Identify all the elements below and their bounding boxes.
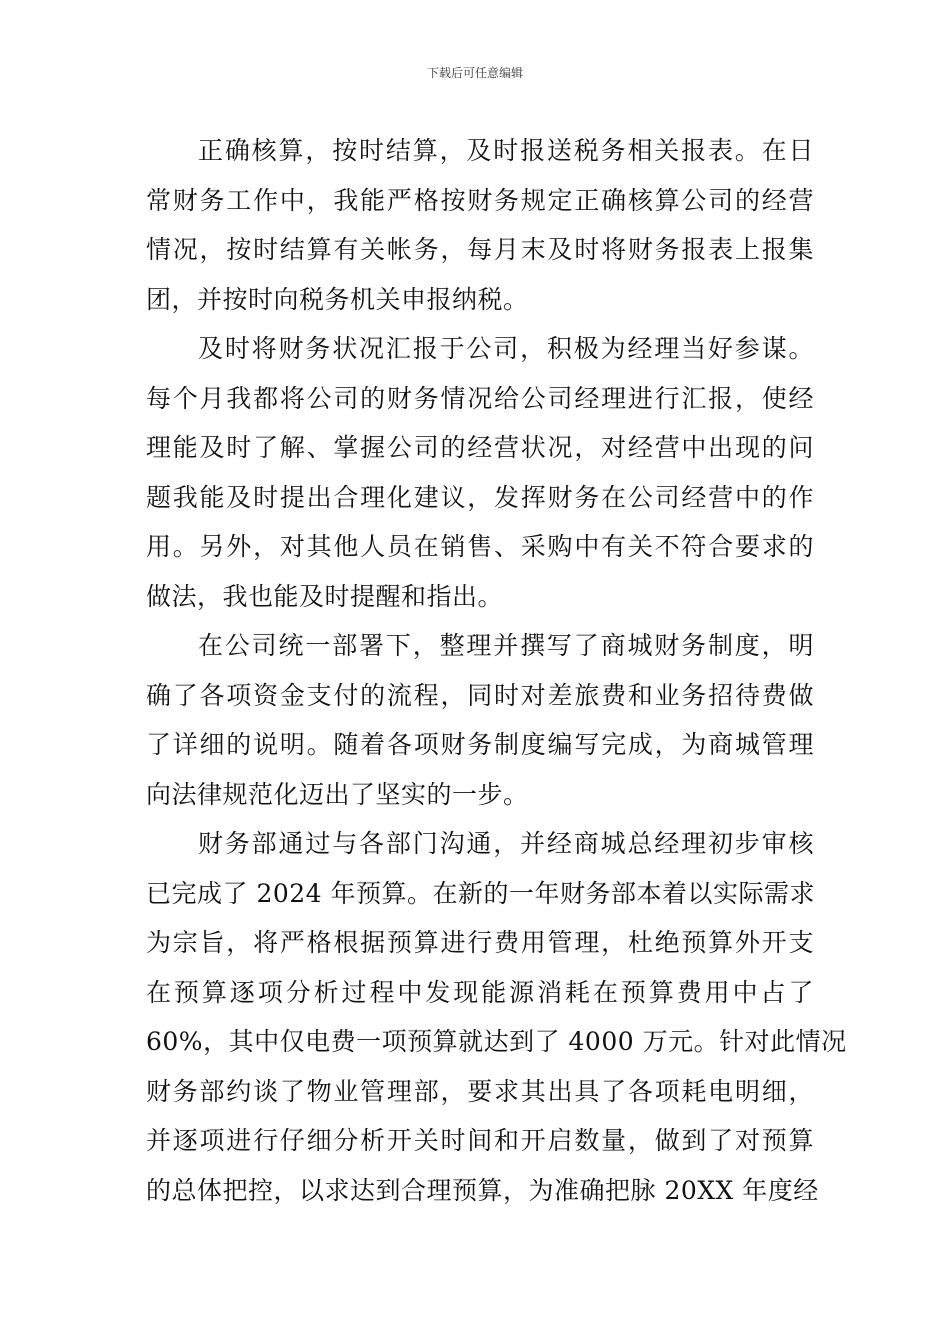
text-line: 财务部通过与各部门沟通，并经商城总经理初步审核: [198, 829, 814, 858]
text-line: 每个月我都将公司的财务情况给公司经理进行汇报，使经: [146, 383, 814, 413]
text-line: 向法律规范化迈出了坚实的一步。: [146, 779, 529, 809]
text-line: 题我能及时提出合理化建议，发挥财务在公司经营中的作: [146, 482, 814, 512]
document-body: [146, 126, 847, 1215]
text-line: 60%，其中仅电费一项预算就达到了 4000 万元。针对此情况: [146, 1027, 847, 1056]
text-line: 情况，按时结算有关帐务，每月末及时将财务报表上报集: [146, 235, 814, 264]
text-line: 已完成了 2024 年预算。在新的一年财务部本着以实际需求: [146, 878, 816, 908]
text-line: 并逐项进行仔细分析开关时间和开启数量，做到了对预算: [146, 1126, 814, 1155]
text-line: 理能及时了解、掌握公司的经营状况，对经营中出现的问: [146, 433, 814, 462]
text-line: 在预算逐项分析过程中发现能源消耗在预算费用中占了: [146, 977, 814, 1007]
text-line: 正确核算，按时结算，及时报送税务相关报表。在日: [198, 136, 814, 165]
text-line: 团，并按时向税务机关申报纳税。: [146, 284, 529, 314]
text-line: 及时将财务状况汇报于公司，积极为经理当好参谋。: [198, 334, 814, 363]
text-line: 确了各项资金支付的流程，同时对差旅费和业务招待费做: [146, 680, 814, 710]
text-line: 财务部约谈了物业管理部，要求其出具了各项耗电明细，: [146, 1076, 814, 1106]
text-line: 了详细的说明。随着各项财务制度编写完成，为商城管理: [146, 730, 814, 759]
text-line: 用。另外，对其他人员在销售、采购中有关不符合要求的: [146, 532, 814, 561]
paragraph-3: [146, 621, 814, 819]
text-line: 常财务工作中，我能严格按财务规定正确核算公司的经营: [146, 185, 814, 215]
page-header: 下载后可任意编辑: [426, 66, 523, 80]
paragraph-4: [146, 819, 847, 1215]
paragraph-1: [146, 126, 814, 324]
text-line: 在公司统一部署下，整理并撰写了商城财务制度，明: [198, 631, 814, 660]
text-line: 做法，我也能及时提醒和指出。: [146, 581, 504, 611]
paragraph-2: [146, 324, 814, 621]
text-line: 为宗旨，将严格根据预算进行费用管理，杜绝预算外开支: [146, 928, 814, 957]
text-line: 的总体把控，以求达到合理预算，为准确把脉 20XX 年度经: [146, 1175, 819, 1205]
